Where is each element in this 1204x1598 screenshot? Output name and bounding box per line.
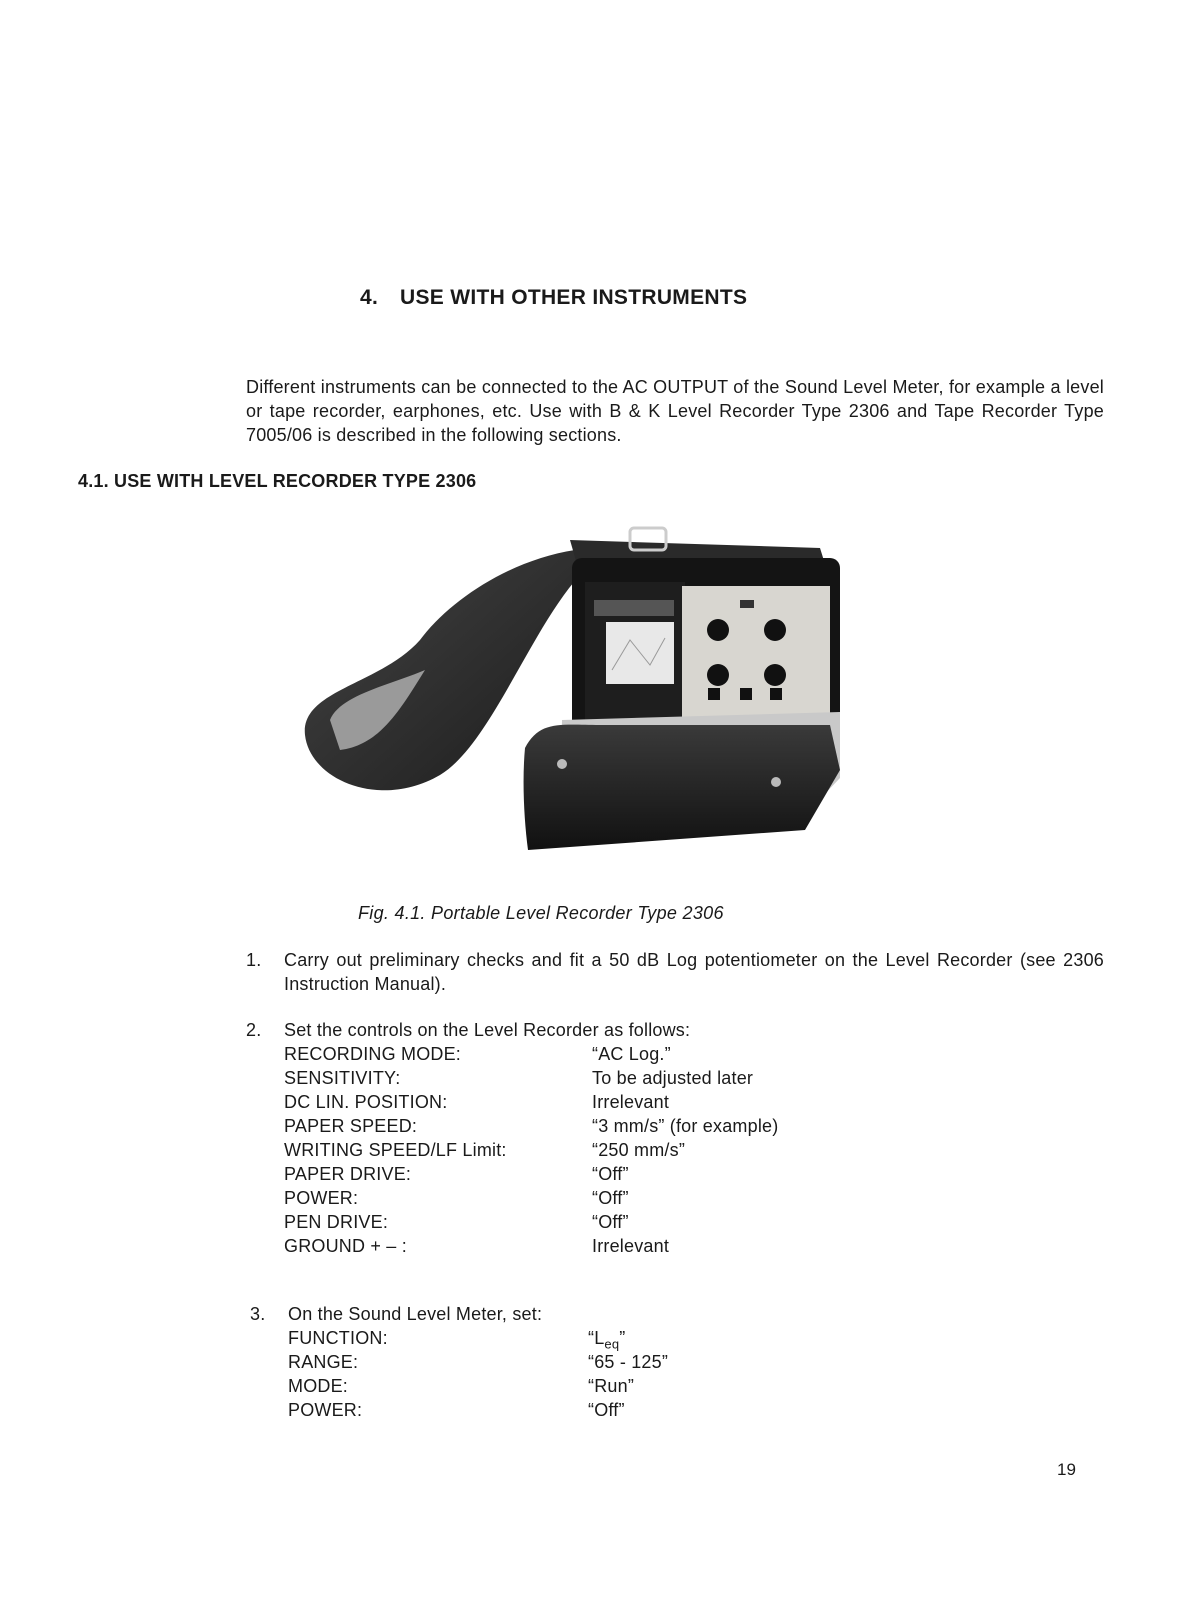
setting-label: PEN DRIVE: bbox=[284, 1212, 389, 1232]
setting-label: MODE: bbox=[288, 1376, 349, 1396]
step-number: 3. bbox=[250, 1304, 266, 1324]
section-heading: 4.1. USE WITH LEVEL RECORDER TYPE 2306 bbox=[78, 471, 477, 491]
setting-label: RANGE: bbox=[288, 1352, 359, 1372]
setting-label: FUNCTION: bbox=[288, 1328, 388, 1348]
setting-row bbox=[284, 1114, 864, 1138]
setting-value: “Run” bbox=[588, 1376, 635, 1396]
setting-row bbox=[284, 1162, 864, 1186]
setting-label: RECORDING MODE: bbox=[284, 1044, 462, 1064]
setting-row bbox=[284, 1210, 864, 1234]
setting-row bbox=[284, 1234, 864, 1258]
setting-label: SENSITIVITY: bbox=[284, 1068, 401, 1088]
value-prefix: “L bbox=[588, 1328, 605, 1348]
figure-caption: Fig. 4.1. Portable Level Recorder Type 2306 bbox=[358, 903, 724, 923]
meter-settings-list bbox=[288, 1326, 708, 1422]
setting-row bbox=[284, 1066, 864, 1090]
setting-row bbox=[284, 1042, 864, 1066]
setting-value: “65 - 125” bbox=[588, 1352, 669, 1372]
value-subscript: eq bbox=[604, 1336, 620, 1352]
setting-value: “3 mm/s” (for example) bbox=[592, 1116, 779, 1136]
setting-row bbox=[284, 1186, 864, 1210]
setting-value: “Off” bbox=[592, 1212, 629, 1232]
setting-row bbox=[284, 1090, 864, 1114]
chapter-title-text: USE WITH OTHER INSTRUMENTS bbox=[400, 286, 748, 309]
intro-paragraph: Different instruments can be connected to the AC OUTPUT of the Sound Level Meter, for example a level or tape recorder, earphones, etc. Use with B & K Level Recorder Type 2306 and Tape Recorder Type 7005/06 is described in the following sections. bbox=[246, 377, 1104, 445]
setting-label: POWER: bbox=[284, 1188, 359, 1208]
step-3 bbox=[250, 1302, 1110, 1326]
setting-value: “Off” bbox=[588, 1400, 625, 1420]
setting-row bbox=[288, 1326, 708, 1350]
setting-label: POWER: bbox=[288, 1400, 363, 1420]
setting-row bbox=[284, 1138, 864, 1162]
setting-row bbox=[288, 1398, 708, 1422]
step-number: 1. bbox=[246, 950, 262, 970]
chapter-number: 4. bbox=[360, 286, 379, 309]
setting-label: PAPER DRIVE: bbox=[284, 1164, 412, 1184]
setting-label: DC LIN. POSITION: bbox=[284, 1092, 448, 1112]
setting-value: To be adjusted later bbox=[592, 1068, 754, 1088]
step-1 bbox=[246, 948, 1106, 996]
setting-value: Irrelevant bbox=[592, 1092, 670, 1112]
setting-value: “Off” bbox=[592, 1164, 629, 1184]
value-suffix: ” bbox=[619, 1328, 626, 1348]
step-number: 2. bbox=[246, 1020, 262, 1040]
setting-row bbox=[288, 1350, 708, 1374]
setting-row bbox=[288, 1374, 708, 1398]
recorder-settings-list bbox=[284, 1042, 864, 1258]
setting-value: Irrelevant bbox=[592, 1236, 670, 1256]
step-text: Carry out preliminary checks and fit a 50 dB Log potentiometer on the Level Recorder (see 2306 Instruction Manual). bbox=[284, 950, 1104, 994]
step-text: Set the controls on the Level Recorder as follows: bbox=[284, 1020, 691, 1040]
chapter-title bbox=[360, 286, 747, 310]
step-2 bbox=[246, 1018, 1106, 1042]
step-text: On the Sound Level Meter, set: bbox=[288, 1304, 543, 1324]
setting-value: “250 mm/s” bbox=[592, 1140, 686, 1160]
level-recorder-photo bbox=[300, 520, 860, 880]
setting-value: “AC Log.” bbox=[592, 1044, 671, 1064]
setting-label: PAPER SPEED: bbox=[284, 1116, 418, 1136]
page-number: 19 bbox=[1057, 1460, 1076, 1479]
setting-label: GROUND + – : bbox=[284, 1236, 407, 1256]
setting-value: “Off” bbox=[592, 1188, 629, 1208]
setting-label: WRITING SPEED/LF Limit: bbox=[284, 1140, 507, 1160]
